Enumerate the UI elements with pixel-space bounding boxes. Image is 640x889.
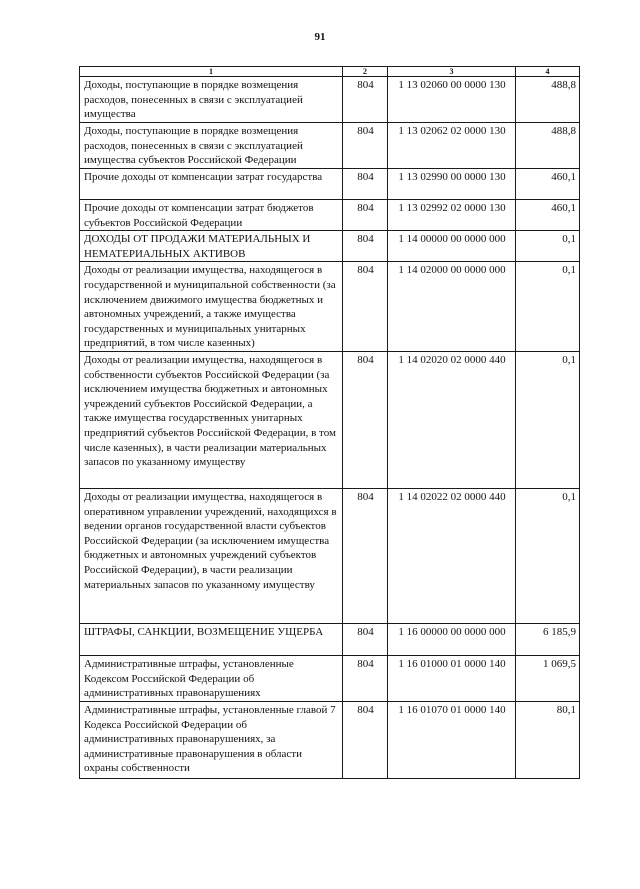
admin-code: 804 <box>343 77 388 123</box>
table-row <box>80 351 580 488</box>
amount: 80,1 <box>516 701 580 778</box>
budget-classification-code: 1 14 00000 00 0000 000 <box>388 231 516 262</box>
revenue-name: Прочие доходы от компенсации затрат бюджетов субъектов Российской Федерации <box>80 200 343 231</box>
column-header-2: 2 <box>343 67 388 77</box>
table-row <box>80 701 580 778</box>
amount: 460,1 <box>516 200 580 231</box>
table-row <box>80 231 580 262</box>
revenue-name: Прочие доходы от компенсации затрат государства <box>80 169 343 200</box>
column-header-1: 1 <box>80 67 343 77</box>
table-row <box>80 77 580 123</box>
table-row <box>80 123 580 169</box>
budget-classification-code: 1 13 02992 02 0000 130 <box>388 200 516 231</box>
section-name: ШТРАФЫ, САНКЦИИ, ВОЗМЕЩЕНИЕ УЩЕРБА <box>80 623 343 655</box>
revenue-name: Доходы, поступающие в порядке возмещения расходов, понесенных в связи с эксплуатацией имущества <box>80 77 343 123</box>
amount: 1 069,5 <box>516 655 580 701</box>
amount: 488,8 <box>516 123 580 169</box>
admin-code: 804 <box>343 623 388 655</box>
amount: 460,1 <box>516 169 580 200</box>
admin-code: 804 <box>343 262 388 352</box>
budget-revenue-table <box>79 66 580 779</box>
admin-code: 804 <box>343 701 388 778</box>
budget-classification-code: 1 16 01070 01 0000 140 <box>388 701 516 778</box>
revenue-name: Доходы от реализации имущества, находящегося в государственной и муниципальной собственности (за исключением движимого имущества бюджетных и автономных учреждений, а также имущества государственных и муниципальных унитарных предприятий, в том числе казенных) <box>80 262 343 352</box>
page-number: 91 <box>314 31 326 43</box>
section-name: ДОХОДЫ ОТ ПРОДАЖИ МАТЕРИАЛЬНЫХ И НЕМАТЕРИАЛЬНЫХ АКТИВОВ <box>80 231 343 262</box>
table-row <box>80 169 580 200</box>
amount: 0,1 <box>516 351 580 488</box>
revenue-name: Административные штрафы, установленные Кодексом Российской Федерации об административных правонарушениях <box>80 655 343 701</box>
admin-code: 804 <box>343 200 388 231</box>
budget-classification-code: 1 13 02060 00 0000 130 <box>388 77 516 123</box>
column-header-3: 3 <box>388 67 516 77</box>
budget-classification-code: 1 13 02990 00 0000 130 <box>388 169 516 200</box>
revenue-name: Административные штрафы, установленные главой 7 Кодекса Российской Федерации об административных правонарушениях, за административные правонарушения в области охраны собственности <box>80 701 343 778</box>
table-row <box>80 262 580 352</box>
amount: 488,8 <box>516 77 580 123</box>
revenue-name: Доходы от реализации имущества, находящегося в собственности субъектов Российской Федерации (за исключением имущества бюджетных и автономных учреждений субъектов Российской Федерации, а также имущества государственных унитарных предприятий субъектов Российской Федерации, в том числе казенных), в части реализации материальных запасов по указанному имуществу <box>80 351 343 488</box>
amount: 0,1 <box>516 262 580 352</box>
table-row <box>80 655 580 701</box>
amount: 6 185,9 <box>516 623 580 655</box>
amount: 0,1 <box>516 488 580 623</box>
table-row <box>80 623 580 655</box>
column-header-4: 4 <box>516 67 580 77</box>
admin-code: 804 <box>343 231 388 262</box>
revenue-name: Доходы, поступающие в порядке возмещения расходов, понесенных в связи с эксплуатацией имущества субъектов Российской Федерации <box>80 123 343 169</box>
budget-classification-code: 1 16 01000 01 0000 140 <box>388 655 516 701</box>
budget-classification-code: 1 14 02022 02 0000 440 <box>388 488 516 623</box>
table-row <box>80 200 580 231</box>
table-row <box>80 488 580 623</box>
admin-code: 804 <box>343 655 388 701</box>
budget-classification-code: 1 14 02000 00 0000 000 <box>388 262 516 352</box>
admin-code: 804 <box>343 123 388 169</box>
budget-classification-code: 1 13 02062 02 0000 130 <box>388 123 516 169</box>
table-header-row <box>80 67 580 77</box>
amount: 0,1 <box>516 231 580 262</box>
budget-classification-code: 1 14 02020 02 0000 440 <box>388 351 516 488</box>
revenue-name: Доходы от реализации имущества, находящегося в оперативном управлении учреждений, находящихся в ведении органов государственной власти субъектов Российской Федерации (за исключением имущества бюджетных и автономных учреждений субъектов Российской Федерации), в части реализации материальных запасов по указанному имуществу <box>80 488 343 623</box>
admin-code: 804 <box>343 169 388 200</box>
admin-code: 804 <box>343 488 388 623</box>
admin-code: 804 <box>343 351 388 488</box>
budget-classification-code: 1 16 00000 00 0000 000 <box>388 623 516 655</box>
